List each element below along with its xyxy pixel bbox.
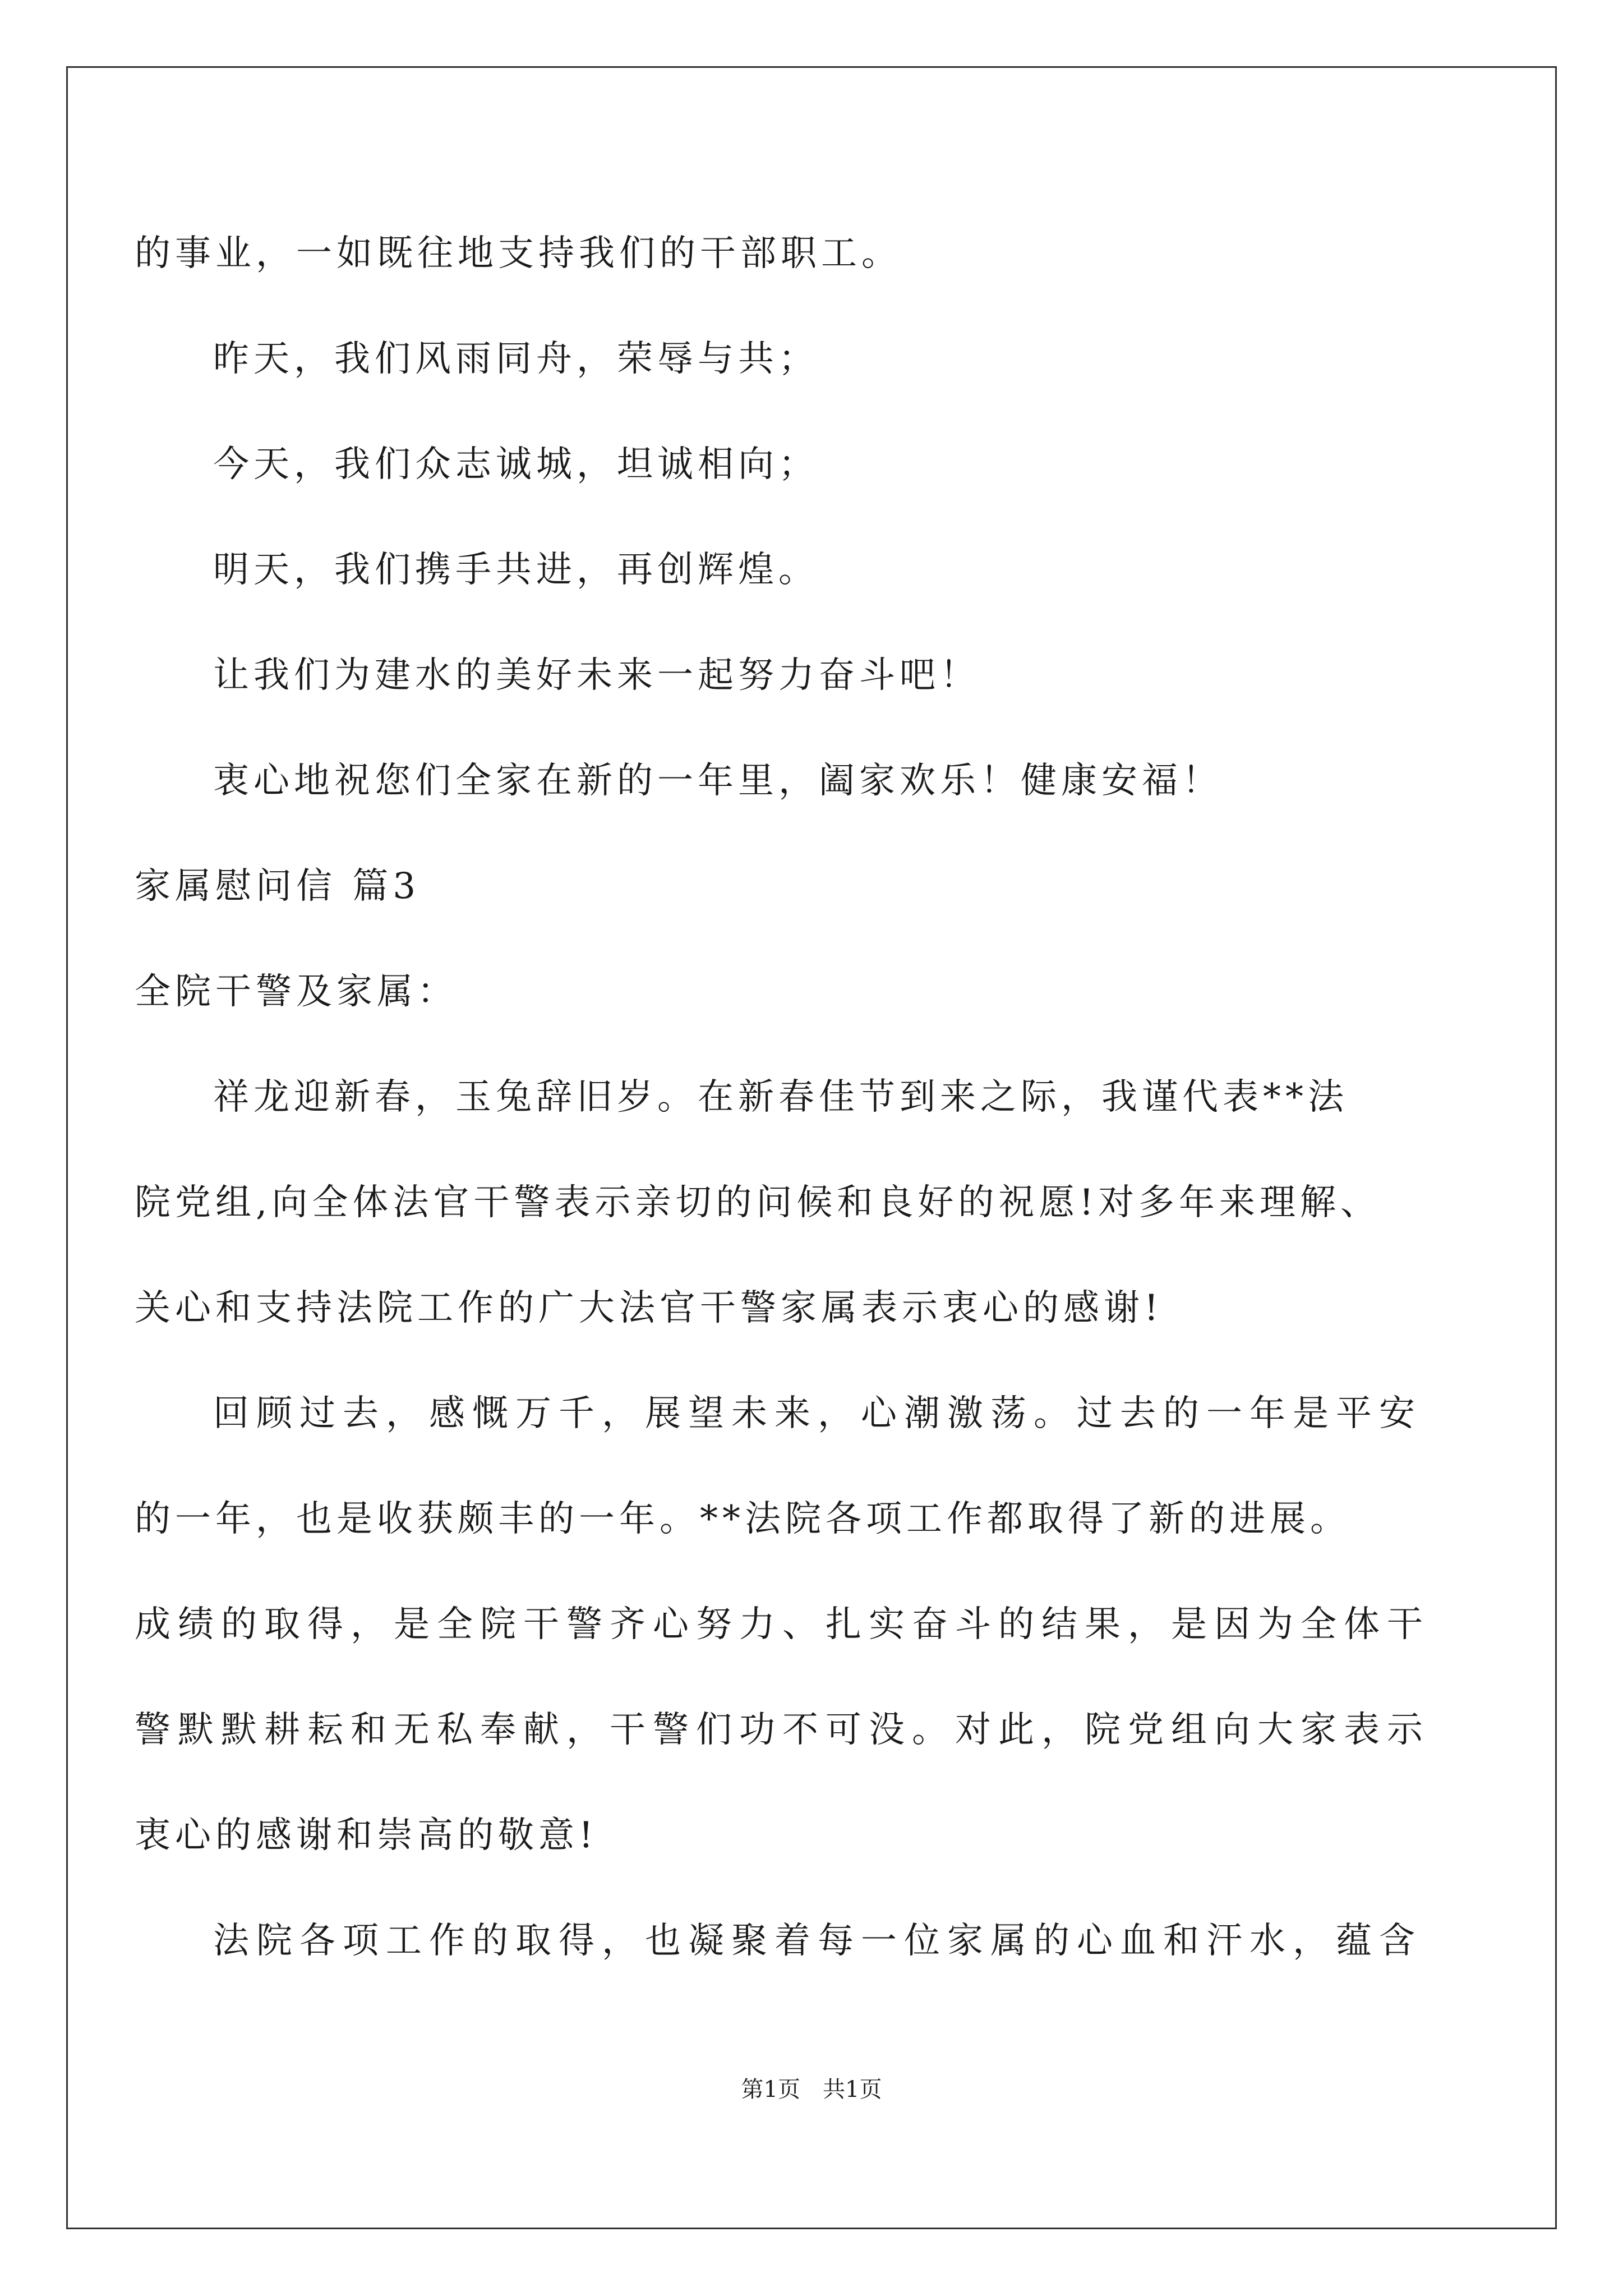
page-number: 第1页 共1页 xyxy=(741,2077,882,2102)
text-line: 让我们为建水的美好未来一起努力奋斗吧！ xyxy=(213,655,980,696)
text-line: 回顾过去，感慨万千，展望未来，心潮激荡。过去的一年是平安 xyxy=(213,1393,1422,1434)
text-line: 今天，我们众志诚城，坦诚相向； xyxy=(213,444,819,485)
text-line: 法院各项工作的取得，也凝聚着每一位家属的心血和汗水，蕴含 xyxy=(213,1920,1422,1962)
page-border xyxy=(66,66,1557,2229)
text-line: 祥龙迎新春，玉兔辞旧岁。在新春佳节到来之际，我谨代表**法 xyxy=(213,1076,1348,1118)
text-line: 的一年，也是收获颇丰的一年。**法院各项工作都取得了新的进展。 xyxy=(135,1498,1350,1540)
text-line: 衷心地祝您们全家在新的一年里，阖家欢乐！健康安福！ xyxy=(213,760,1223,802)
text-line: 警默默耕耘和无私奉献，干警们功不可没。对此，院党组向大家表示 xyxy=(135,1709,1430,1751)
text-line: 关心和支持法院工作的广大法官干警家属表示衷心的感谢! xyxy=(135,1287,1163,1329)
text-line: 成绩的取得，是全院干警齐心努力、扎实奋斗的结果，是因为全体干 xyxy=(135,1604,1430,1645)
text-line: 院党组,向全体法官干警表示亲切的问候和良好的祝愿!对多年来理解、 xyxy=(135,1182,1381,1223)
text-line: 明天，我们携手共进，再创辉煌。 xyxy=(213,549,819,591)
text-line: 的事业，一如既往地支持我们的干部职工。 xyxy=(135,233,902,274)
section-heading: 家属慰问信 篇3 xyxy=(135,866,421,907)
text-line: 昨天，我们风雨同舟，荣辱与共； xyxy=(213,338,819,380)
salutation: 全院干警及家属： xyxy=(135,971,458,1013)
text-line: 衷心的感谢和崇高的敬意! xyxy=(135,1815,598,1856)
